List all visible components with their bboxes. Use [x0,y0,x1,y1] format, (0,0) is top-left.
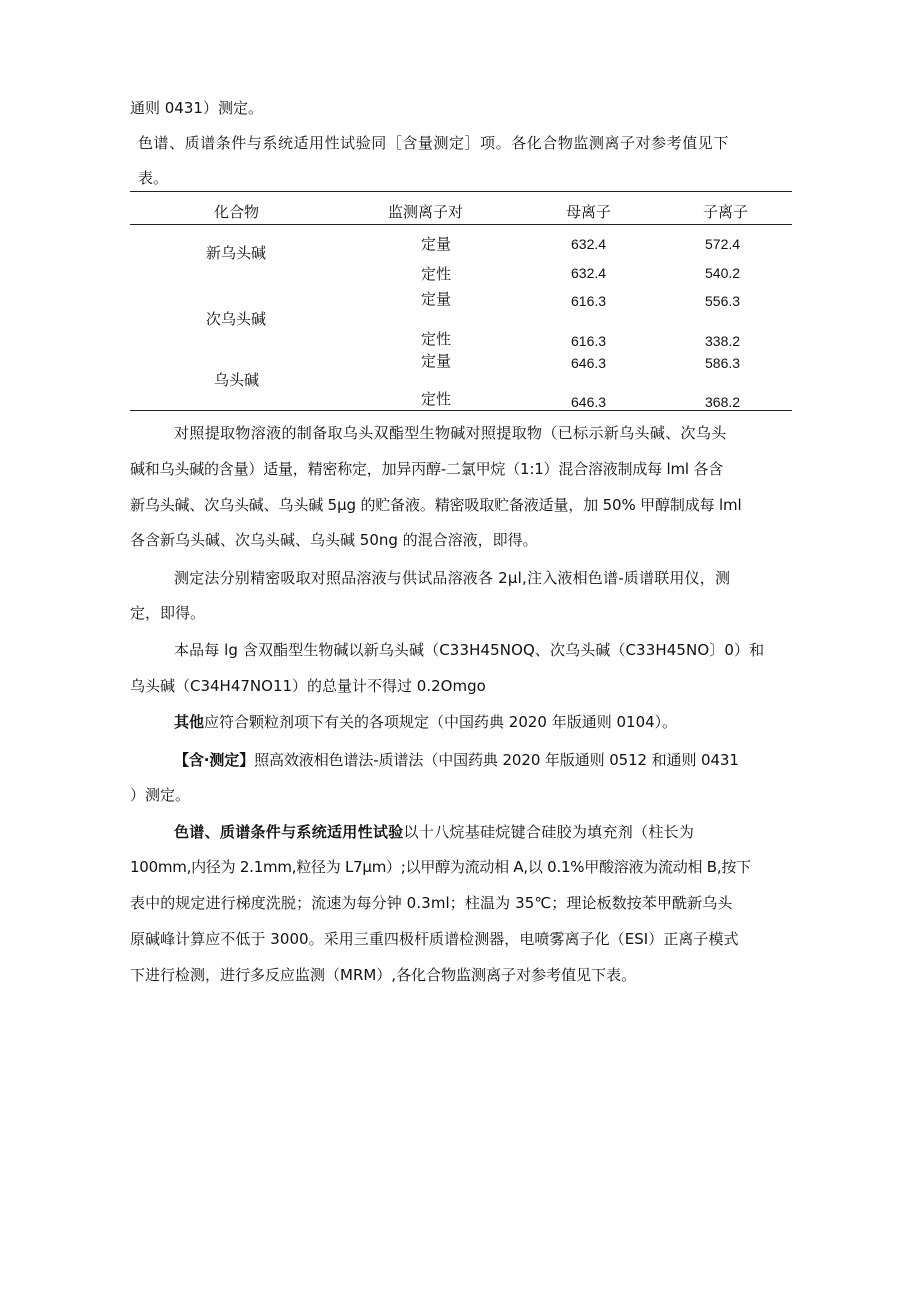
text-line: 新乌头碱、次乌头碱、乌头碱 5μg 的贮备液。精密吸取贮备液适量，加 50% 甲醇制成每 lml [130,496,742,514]
table-top-rule [130,191,792,192]
text-line: 表中的规定进行梯度洗脱；流速为每分钟 0.3ml；柱温为 35℃；理论板数按苯甲酰新乌头 [130,894,733,912]
table-cell-child: 368.2 [705,394,741,410]
table-compound: 新乌头碱 [206,244,267,262]
table-cell-child: 338.2 [705,333,741,349]
text-line [174,750,739,770]
text-line: 100mm,内径为 2.1mm,粒径为 L7μm）;以甲醇为流动相 A,以 0.1%甲酸溶液为流动相 B,按下 [130,858,751,876]
table-cell-parent: 646.3 [571,355,607,371]
table-cell-parent: 632.4 [571,236,607,252]
table-compound: 次乌头碱 [206,310,267,328]
table-header-rule [130,224,792,225]
text-line [174,822,694,842]
section-label-other: 其他 [174,713,205,731]
table-header-compound: 化合物 [214,203,260,221]
text-line: 表。 [138,169,169,187]
table-compound: 乌头碱 [214,371,260,389]
text-span: 应符合颗粒剂项下有关的各项规定（中国药典 2020 年版通则 0104）。 [204,713,678,731]
text-line: 定，即得。 [130,604,206,622]
table-header-child-ion: 子离子 [703,203,749,221]
text-line: 本品每 lg 含双酯型生物碱以新乌头碱（C33H45NOQ、次乌头碱（C33H45NO〕0）和 [174,641,765,659]
text-line: 各含新乌头碱、次乌头碱、乌头碱 50ng 的混合溶液，即得。 [130,531,538,549]
table-cell-type: 定性 [421,390,452,408]
text-line: 色谱、质谱条件与系统适用性试验同［含量测定］项。各化合物监测离子对参考值见下 [138,134,729,152]
table-cell-parent: 616.3 [571,293,607,309]
table-header-ion-pair: 监测离子对 [388,203,464,221]
text-line: 测定法分别精密吸取对照品溶液与供试品溶液各 2μl,注入液相色谱-质谱联用仪，测 [174,569,731,587]
text-line: ）测定。 [130,786,191,804]
table-header-parent-ion: 母离子 [566,203,612,221]
text-line: 碱和乌头碱的含量）适量，精密称定，加异丙醇-二氯甲烷（1:1）混合溶液制成每 lml 各含 [130,460,724,478]
text-line: 下进行检测，进行多反应监测（MRM）,各化合物监测离子对参考值见下表。 [130,966,637,984]
table-cell-child: 572.4 [705,236,741,252]
table-cell-type: 定量 [421,352,452,370]
section-label-assay: 【含·测定】 [174,751,255,769]
text-span: 以十八烷基硅烷键合硅胶为填充剂（柱长为 [403,823,695,841]
text-span: 照高效液相色谱法-质谱法（中国药典 2020 年版通则 0512 和通则 0431 [254,751,739,769]
table-cell-parent: 616.3 [571,333,607,349]
text-line [174,712,677,732]
table-bottom-rule [130,410,792,411]
text-line: 原碱峰计算应不低于 3000。采用三重四极杆质谱检测器，电喷雾离子化（ESI）正离子模式 [130,930,739,948]
table-cell-parent: 646.3 [571,394,607,410]
text-line: 对照提取物溶液的制备取乌头双酯型生物碱对照提取物（已标示新乌头碱、次乌头 [174,424,727,442]
table-cell-child: 540.2 [705,265,741,281]
table-cell-type: 定性 [421,265,452,283]
table-cell-child: 556.3 [705,293,741,309]
section-label-conditions: 色谱、质谱条件与系统适用性试验 [174,823,404,841]
table-cell-parent: 632.4 [571,265,607,281]
text-line: 乌头碱（C34H47NO11）的总量计不得过 0.2Omgo [130,677,486,695]
table-cell-type: 定量 [421,290,452,308]
text-line: 通则 0431）测定。 [130,99,263,117]
table-cell-type: 定性 [421,330,452,348]
table-cell-child: 586.3 [705,355,741,371]
table-cell-type: 定量 [421,235,452,253]
